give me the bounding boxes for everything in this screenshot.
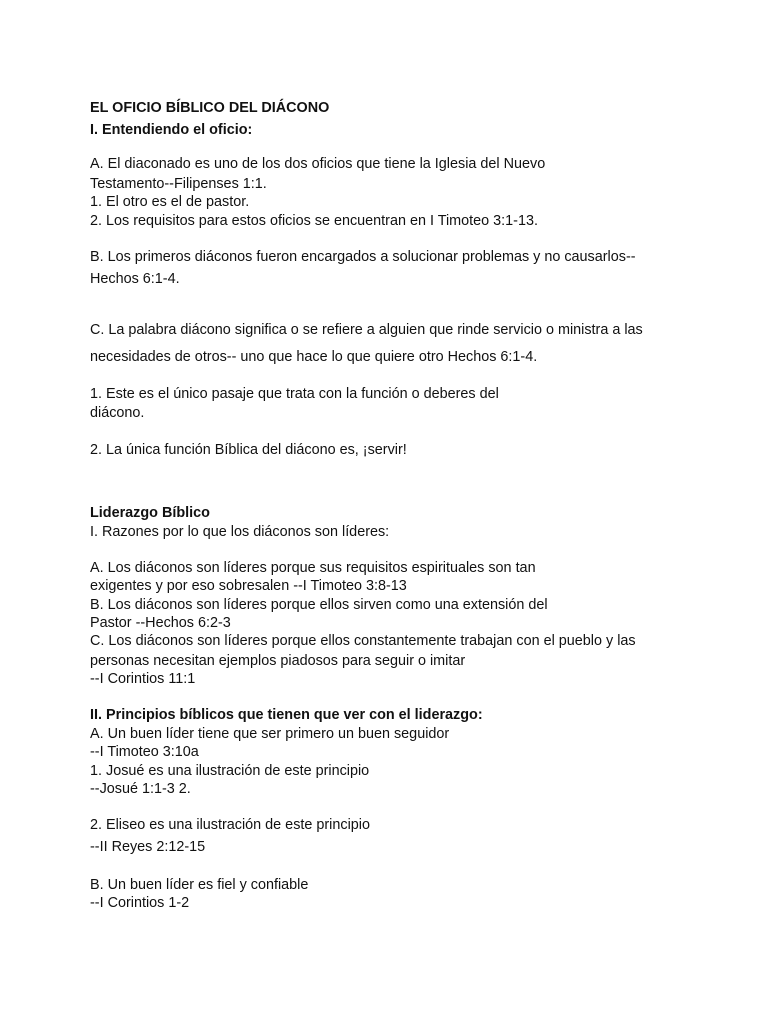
list-item: --II Reyes 2:12-15 <box>90 839 206 855</box>
list-item: 1. El otro es el de pastor. <box>90 194 250 210</box>
paragraph-line: A. Los diáconos son líderes porque sus requisitos espirituales son tan <box>90 560 536 576</box>
section-heading: I. Entendiendo el oficio: <box>90 122 253 138</box>
list-item: 2. La única función Bíblica del diácono es, ¡servir! <box>90 442 407 458</box>
list-item: 1. Josué es una ilustración de este principio <box>90 763 370 779</box>
section-subheading: I. Razones por lo que los diáconos son líderes: <box>90 524 390 540</box>
paragraph-line: Testamento--Filipenses 1:1. <box>90 176 267 192</box>
paragraph-line: B. Los diáconos son líderes porque ellos sirven como una extensión del <box>90 597 548 613</box>
paragraph-line: --I Corintios 1-2 <box>90 895 190 911</box>
paragraph-line: necesidades de otros-- uno que hace lo que quiere otro Hechos 6:1-4. <box>90 349 538 365</box>
paragraph-line: A. Un buen líder tiene que ser primero un buen seguidor <box>90 726 450 742</box>
paragraph-line: exigentes y por eso sobresalen --I Timoteo 3:8-13 <box>90 578 407 594</box>
paragraph-line: B. Un buen líder es fiel y confiable <box>90 877 309 893</box>
list-item: --Josué 1:1-3 2. <box>90 781 191 797</box>
paragraph-line: A. El diaconado es uno de los dos oficios que tiene la Iglesia del Nuevo <box>90 156 546 172</box>
paragraph-line: C. La palabra diácono significa o se refiere a alguien que rinde servicio o ministra a las <box>90 322 643 338</box>
list-item: 1. Este es el único pasaje que trata con la función o deberes del <box>90 386 499 402</box>
list-item: 2. Eliseo es una ilustración de este principio <box>90 817 370 833</box>
paragraph-line: B. Los primeros diáconos fueron encargados a solucionar problemas y no causarlos-- <box>90 249 636 265</box>
paragraph-line: personas necesitan ejemplos piadosos para seguir o imitar <box>90 653 466 669</box>
paragraph-line: C. Los diáconos son líderes porque ellos constantemente trabajan con el pueblo y las <box>90 633 636 649</box>
section-heading: II. Principios bíblicos que tienen que ver con el liderazgo: <box>90 707 483 723</box>
paragraph-line: Pastor --Hechos 6:2-3 <box>90 615 231 631</box>
section-heading: Liderazgo Bíblico <box>90 505 210 521</box>
document-title: EL OFICIO BÍBLICO DEL DIÁCONO <box>90 100 330 116</box>
paragraph-line: Hechos 6:1-4. <box>90 271 180 287</box>
list-item: diácono. <box>90 405 145 421</box>
paragraph-line: --I Corintios 11:1 <box>90 671 196 687</box>
list-item: 2. Los requisitos para estos oficios se encuentran en I Timoteo 3:1-13. <box>90 213 538 229</box>
paragraph-line: --I Timoteo 3:10a <box>90 744 199 760</box>
